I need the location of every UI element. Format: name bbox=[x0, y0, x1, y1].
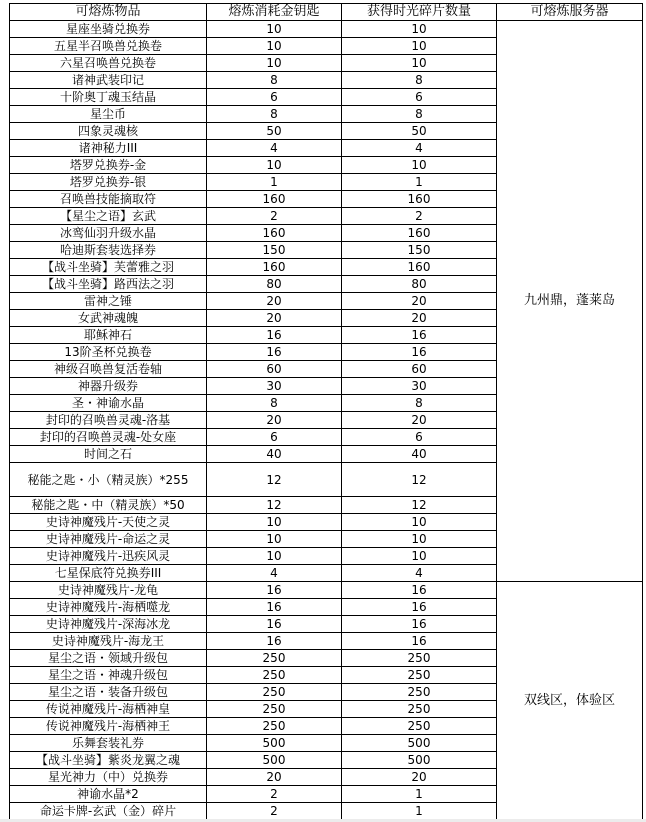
reward-cell: 250 bbox=[342, 701, 497, 718]
item-cell: 塔罗兑换券-银 bbox=[10, 174, 207, 191]
cost-cell: 8 bbox=[207, 72, 342, 89]
cost-cell: 60 bbox=[207, 361, 342, 378]
reward-cell: 500 bbox=[342, 735, 497, 752]
item-cell: 塔罗兑换券-金 bbox=[10, 157, 207, 174]
cost-cell: 20 bbox=[207, 769, 342, 786]
reward-cell: 12 bbox=[342, 497, 497, 514]
table-body bbox=[10, 21, 643, 820]
item-cell: 【星尘之语】玄武 bbox=[10, 208, 207, 225]
cost-cell: 50 bbox=[207, 123, 342, 140]
cost-cell: 16 bbox=[207, 582, 342, 599]
item-cell: 史诗神魔残片-迅疾风灵 bbox=[10, 548, 207, 565]
item-cell: 诸神武装印记 bbox=[10, 72, 207, 89]
server-cell: 九州鼎，蓬莱岛 bbox=[497, 21, 643, 582]
reward-cell: 12 bbox=[342, 463, 497, 497]
item-cell: 封印的召唤兽灵魂-处女座 bbox=[10, 429, 207, 446]
cost-cell: 250 bbox=[207, 650, 342, 667]
cost-cell: 10 bbox=[207, 21, 342, 38]
item-cell: 星尘之语・装备升级包 bbox=[10, 684, 207, 701]
reward-cell: 20 bbox=[342, 310, 497, 327]
reward-cell: 4 bbox=[342, 140, 497, 157]
cost-cell: 10 bbox=[207, 531, 342, 548]
reward-cell: 500 bbox=[342, 752, 497, 769]
reward-cell: 20 bbox=[342, 293, 497, 310]
item-cell: 冰鸾仙羽升级水晶 bbox=[10, 225, 207, 242]
item-cell: 哈迪斯套装选择券 bbox=[10, 242, 207, 259]
item-cell: 13阶圣杯兑换卷 bbox=[10, 344, 207, 361]
item-cell: 星尘币 bbox=[10, 106, 207, 123]
item-cell: 六星召唤兽兑换卷 bbox=[10, 55, 207, 72]
cost-cell: 20 bbox=[207, 412, 342, 429]
reward-cell: 250 bbox=[342, 650, 497, 667]
cost-cell: 80 bbox=[207, 276, 342, 293]
reward-cell: 30 bbox=[342, 378, 497, 395]
reward-cell: 8 bbox=[342, 72, 497, 89]
reward-cell: 60 bbox=[342, 361, 497, 378]
reward-cell: 160 bbox=[342, 225, 497, 242]
header-reward: 获得时光碎片数量 bbox=[342, 4, 497, 21]
item-cell: 十阶奥丁魂玉结晶 bbox=[10, 89, 207, 106]
cost-cell: 250 bbox=[207, 718, 342, 735]
reward-cell: 10 bbox=[342, 38, 497, 55]
cost-cell: 16 bbox=[207, 633, 342, 650]
cost-cell: 8 bbox=[207, 106, 342, 123]
cost-cell: 16 bbox=[207, 616, 342, 633]
item-cell: 史诗神魔残片-海栖噬龙 bbox=[10, 599, 207, 616]
cost-cell: 10 bbox=[207, 38, 342, 55]
cost-cell: 6 bbox=[207, 89, 342, 106]
cost-cell: 160 bbox=[207, 191, 342, 208]
cost-cell: 4 bbox=[207, 140, 342, 157]
item-cell: 召唤兽技能摘取符 bbox=[10, 191, 207, 208]
reward-cell: 250 bbox=[342, 667, 497, 684]
server-cell: 双线区，体验区 bbox=[497, 582, 643, 820]
reward-cell: 10 bbox=[342, 514, 497, 531]
reward-cell: 10 bbox=[342, 157, 497, 174]
cost-cell: 150 bbox=[207, 242, 342, 259]
item-cell: 秘能之匙・小（精灵族）*255 bbox=[10, 463, 207, 497]
reward-cell: 16 bbox=[342, 616, 497, 633]
reward-cell: 16 bbox=[342, 327, 497, 344]
item-cell: 传说神魔残片-海栖神皇 bbox=[10, 701, 207, 718]
item-cell: 四象灵魂核 bbox=[10, 123, 207, 140]
header-row bbox=[10, 4, 643, 21]
item-cell: 史诗神魔残片-命运之灵 bbox=[10, 531, 207, 548]
item-cell: 【战斗坐骑】芙蕾雅之羽 bbox=[10, 259, 207, 276]
table-row bbox=[10, 582, 643, 599]
item-cell: 史诗神魔残片-海龙王 bbox=[10, 633, 207, 650]
cost-cell: 20 bbox=[207, 310, 342, 327]
cost-cell: 20 bbox=[207, 293, 342, 310]
reward-cell: 1 bbox=[342, 174, 497, 191]
cost-cell: 2 bbox=[207, 803, 342, 820]
item-cell: 传说神魔残片-海栖神王 bbox=[10, 718, 207, 735]
cost-cell: 10 bbox=[207, 514, 342, 531]
cost-cell: 6 bbox=[207, 429, 342, 446]
item-cell: 诸神秘力III bbox=[10, 140, 207, 157]
reward-cell: 1 bbox=[342, 803, 497, 820]
cost-cell: 500 bbox=[207, 752, 342, 769]
item-cell: 史诗神魔残片-龙龟 bbox=[10, 582, 207, 599]
cost-cell: 160 bbox=[207, 225, 342, 242]
cost-cell: 2 bbox=[207, 786, 342, 803]
cost-cell: 16 bbox=[207, 599, 342, 616]
reward-cell: 2 bbox=[342, 208, 497, 225]
item-cell: 时间之石 bbox=[10, 446, 207, 463]
reward-cell: 16 bbox=[342, 599, 497, 616]
cost-cell: 160 bbox=[207, 259, 342, 276]
cost-cell: 1 bbox=[207, 174, 342, 191]
reward-cell: 20 bbox=[342, 769, 497, 786]
item-cell: 星尘之语・神魂升级包 bbox=[10, 667, 207, 684]
item-cell: 七星保底符兑换券III bbox=[10, 565, 207, 582]
reward-cell: 80 bbox=[342, 276, 497, 293]
header-server: 可熔炼服务器 bbox=[497, 4, 643, 21]
item-cell: 【战斗坐骑】紫炎龙翼之魂 bbox=[10, 752, 207, 769]
reward-cell: 16 bbox=[342, 633, 497, 650]
cost-cell: 10 bbox=[207, 55, 342, 72]
header-item: 可熔炼物品 bbox=[10, 4, 207, 21]
reward-cell: 10 bbox=[342, 548, 497, 565]
item-cell: 五星半召唤兽兑换卷 bbox=[10, 38, 207, 55]
cost-cell: 250 bbox=[207, 701, 342, 718]
reward-cell: 10 bbox=[342, 55, 497, 72]
reward-cell: 10 bbox=[342, 531, 497, 548]
reward-cell: 250 bbox=[342, 684, 497, 701]
reward-cell: 6 bbox=[342, 89, 497, 106]
reward-cell: 50 bbox=[342, 123, 497, 140]
reward-cell: 6 bbox=[342, 429, 497, 446]
item-cell: 星尘之语・领域升级包 bbox=[10, 650, 207, 667]
item-cell: 史诗神魔残片-天使之灵 bbox=[10, 514, 207, 531]
smelting-table-container bbox=[9, 3, 643, 820]
cost-cell: 40 bbox=[207, 446, 342, 463]
reward-cell: 160 bbox=[342, 191, 497, 208]
cost-cell: 250 bbox=[207, 667, 342, 684]
reward-cell: 4 bbox=[342, 565, 497, 582]
item-cell: 雷神之锤 bbox=[10, 293, 207, 310]
reward-cell: 8 bbox=[342, 395, 497, 412]
cost-cell: 12 bbox=[207, 463, 342, 497]
reward-cell: 10 bbox=[342, 21, 497, 38]
cost-cell: 10 bbox=[207, 548, 342, 565]
item-cell: 史诗神魔残片-深海冰龙 bbox=[10, 616, 207, 633]
reward-cell: 150 bbox=[342, 242, 497, 259]
table-row bbox=[10, 21, 643, 38]
reward-cell: 1 bbox=[342, 786, 497, 803]
item-cell: 耶稣神石 bbox=[10, 327, 207, 344]
reward-cell: 8 bbox=[342, 106, 497, 123]
item-cell: 星光神力（中）兑换券 bbox=[10, 769, 207, 786]
cost-cell: 30 bbox=[207, 378, 342, 395]
cost-cell: 4 bbox=[207, 565, 342, 582]
cost-cell: 250 bbox=[207, 684, 342, 701]
item-cell: 神谕水晶*2 bbox=[10, 786, 207, 803]
item-cell: 秘能之匙・中（精灵族）*50 bbox=[10, 497, 207, 514]
header-cost: 熔炼消耗金钥匙 bbox=[207, 4, 342, 21]
cost-cell: 10 bbox=[207, 157, 342, 174]
item-cell: 命运卡牌-玄武（金）碎片 bbox=[10, 803, 207, 820]
item-cell: 星座坐骑兑换券 bbox=[10, 21, 207, 38]
item-cell: 神器升级券 bbox=[10, 378, 207, 395]
item-cell: 圣・神谕水晶 bbox=[10, 395, 207, 412]
reward-cell: 20 bbox=[342, 412, 497, 429]
item-cell: 乐舞套装礼券 bbox=[10, 735, 207, 752]
reward-cell: 40 bbox=[342, 446, 497, 463]
reward-cell: 16 bbox=[342, 582, 497, 599]
cost-cell: 500 bbox=[207, 735, 342, 752]
item-cell: 女武神魂魄 bbox=[10, 310, 207, 327]
cost-cell: 16 bbox=[207, 344, 342, 361]
item-cell: 【战斗坐骑】路西法之羽 bbox=[10, 276, 207, 293]
item-cell: 神级召唤兽复活卷轴 bbox=[10, 361, 207, 378]
cost-cell: 16 bbox=[207, 327, 342, 344]
reward-cell: 16 bbox=[342, 344, 497, 361]
cost-cell: 2 bbox=[207, 208, 342, 225]
reward-cell: 250 bbox=[342, 718, 497, 735]
smelting-table bbox=[9, 3, 643, 820]
reward-cell: 160 bbox=[342, 259, 497, 276]
cost-cell: 8 bbox=[207, 395, 342, 412]
item-cell: 封印的召唤兽灵魂-洛基 bbox=[10, 412, 207, 429]
cost-cell: 12 bbox=[207, 497, 342, 514]
